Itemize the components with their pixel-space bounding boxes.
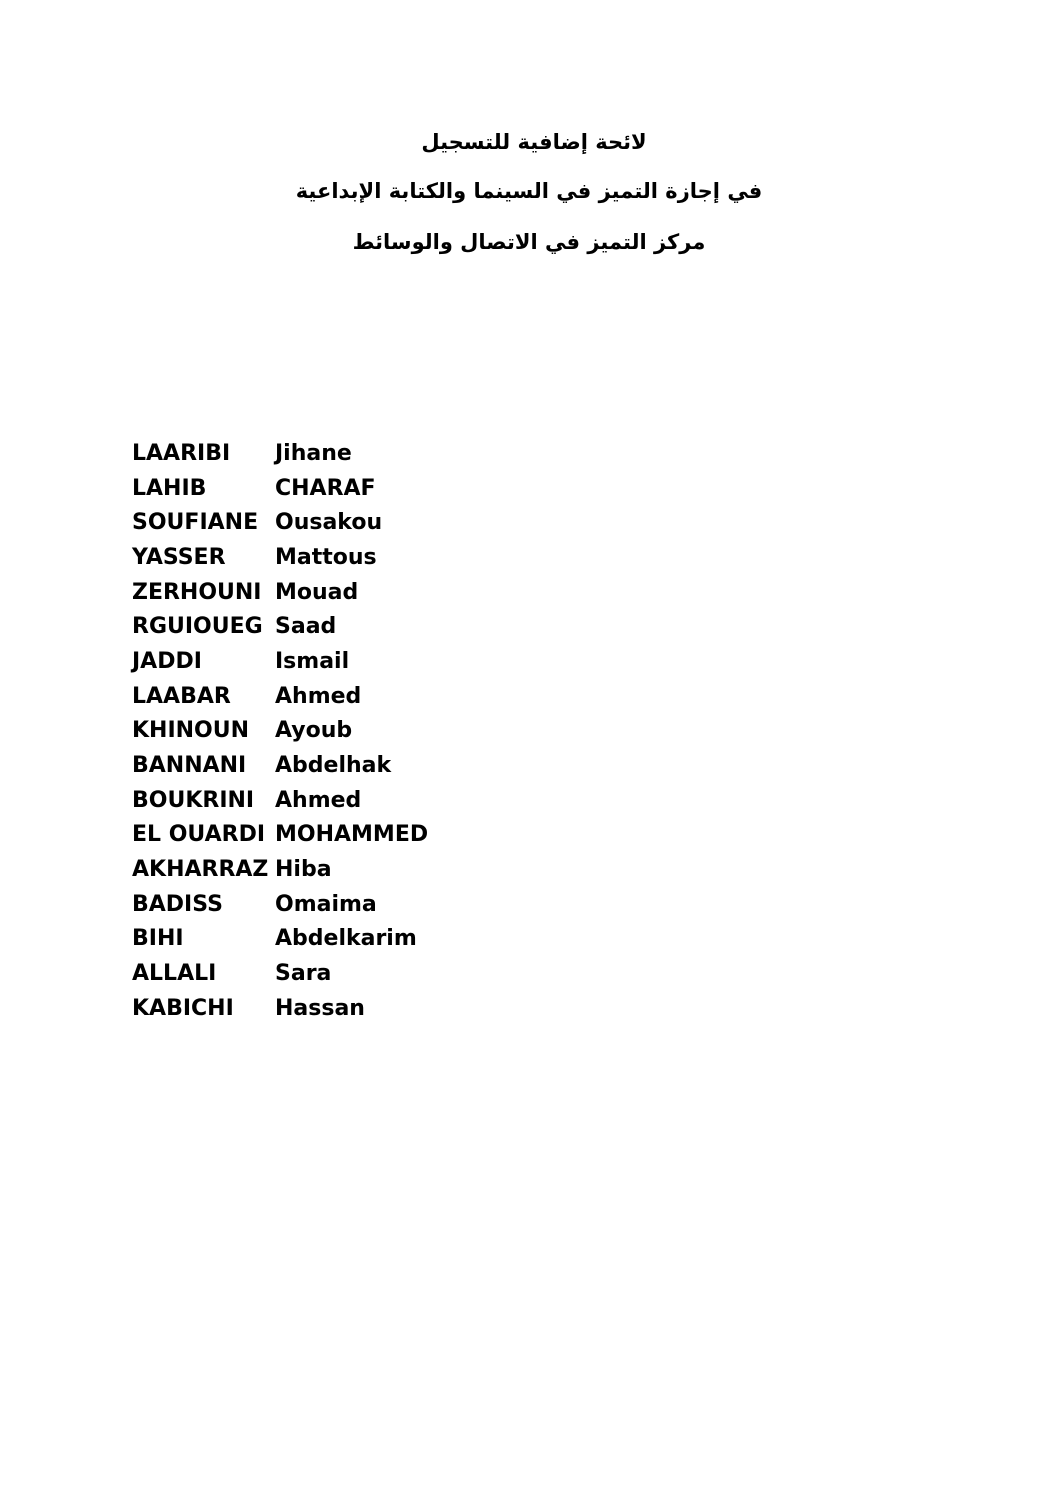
first-name: Ayoub bbox=[275, 718, 353, 744]
list-item bbox=[132, 679, 428, 714]
first-name: Abdelhak bbox=[275, 753, 392, 779]
last-name: LAARIBI bbox=[132, 440, 231, 466]
first-name: Ahmed bbox=[275, 787, 362, 813]
list-item bbox=[132, 748, 428, 783]
list-item bbox=[132, 783, 428, 818]
list-item bbox=[132, 887, 428, 922]
first-name: Saad bbox=[275, 614, 337, 640]
first-name: Mouad bbox=[275, 579, 359, 605]
header-program: في إجازة التميز في السينما والكتابة الإبداعية bbox=[295, 179, 763, 203]
list-item bbox=[132, 852, 428, 887]
last-name: EL OUARDI bbox=[132, 822, 266, 848]
list-item bbox=[132, 505, 428, 540]
header-center: مركز التميز في الاتصال والوسائط bbox=[352, 230, 706, 254]
last-name: BIHI bbox=[132, 926, 184, 952]
first-name: Omaima bbox=[275, 891, 377, 917]
registrant-list bbox=[132, 436, 428, 1026]
list-item bbox=[132, 471, 428, 506]
last-name: YASSER bbox=[132, 544, 226, 570]
list-item bbox=[132, 922, 428, 957]
list-item bbox=[132, 609, 428, 644]
last-name: SOUFIANE bbox=[132, 510, 259, 536]
first-name: Hassan bbox=[275, 995, 365, 1021]
last-name: ZERHOUNI bbox=[132, 579, 262, 605]
last-name: LAHIB bbox=[132, 475, 207, 501]
first-name: Mattous bbox=[275, 544, 377, 570]
last-name: BOUKRINI bbox=[132, 787, 255, 813]
first-name: Sara bbox=[275, 961, 332, 987]
last-name: AKHARRAZ bbox=[132, 857, 269, 883]
list-item bbox=[132, 714, 428, 749]
list-item bbox=[132, 991, 428, 1026]
header-title: لائحة إضافية للتسجيل bbox=[421, 130, 647, 154]
last-name: BADISS bbox=[132, 891, 223, 917]
first-name: Hiba bbox=[275, 857, 332, 883]
last-name: KABICHI bbox=[132, 995, 234, 1021]
last-name: LAABAR bbox=[132, 683, 231, 709]
last-name: KHINOUN bbox=[132, 718, 250, 744]
list-item bbox=[132, 436, 428, 471]
list-item bbox=[132, 956, 428, 991]
last-name: RGUIOUEG bbox=[132, 614, 263, 640]
first-name: Ousakou bbox=[275, 510, 383, 536]
list-item bbox=[132, 818, 428, 853]
list-item bbox=[132, 575, 428, 610]
last-name: JADDI bbox=[132, 648, 202, 674]
last-name: ALLALI bbox=[132, 961, 217, 987]
list-item bbox=[132, 644, 428, 679]
first-name: MOHAMMED bbox=[275, 822, 429, 848]
last-name: BANNANI bbox=[132, 753, 247, 779]
first-name: Ahmed bbox=[275, 683, 362, 709]
first-name: Abdelkarim bbox=[275, 926, 417, 952]
first-name: CHARAF bbox=[275, 475, 376, 501]
first-name: Ismail bbox=[275, 648, 350, 674]
first-name: Jihane bbox=[275, 440, 352, 466]
list-item bbox=[132, 540, 428, 575]
